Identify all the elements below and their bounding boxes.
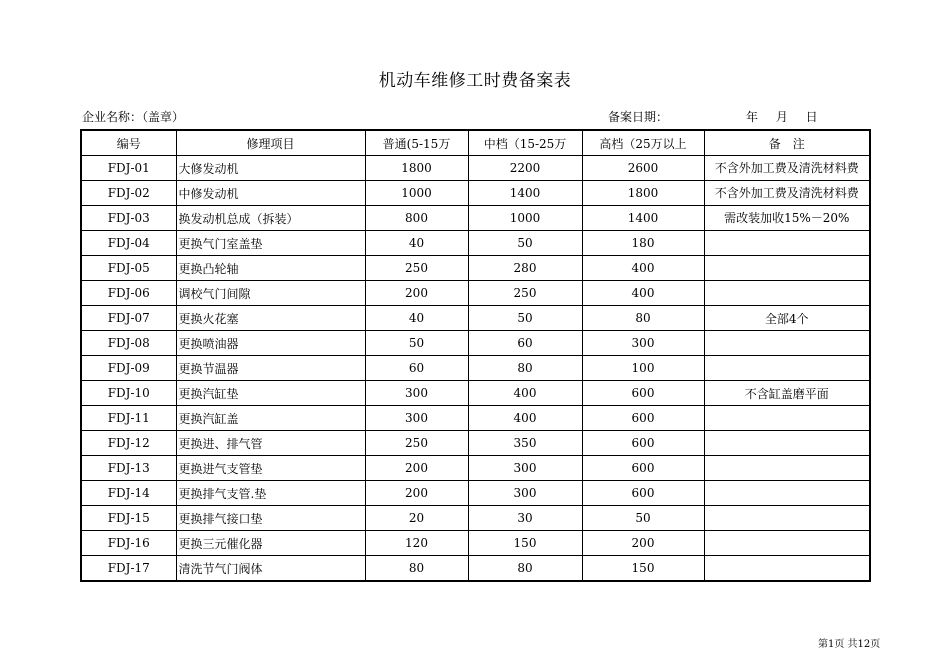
cell-code: FDJ-08 [81, 331, 176, 356]
table-row [81, 406, 870, 431]
cell-note [704, 331, 870, 356]
cell-normal-price: 200 [365, 481, 468, 506]
cell-note [704, 431, 870, 456]
cell-normal-price: 250 [365, 431, 468, 456]
filing-date-label: 备案日期： [608, 110, 669, 124]
cell-item: 清洗节气门阀体 [176, 556, 365, 582]
cell-mid-price: 280 [468, 256, 582, 281]
cell-mid-price: 80 [468, 356, 582, 381]
cell-mid-price: 1400 [468, 181, 582, 206]
cell-normal-price: 250 [365, 256, 468, 281]
cell-note [704, 256, 870, 281]
cell-high-price: 400 [582, 281, 704, 306]
cell-mid-price: 150 [468, 531, 582, 556]
header-note: 备 注 [704, 130, 870, 156]
cell-high-price: 100 [582, 356, 704, 381]
cell-normal-price: 40 [365, 231, 468, 256]
cell-note [704, 531, 870, 556]
header-mid: 中档（15-25万 [468, 130, 582, 156]
table-row [81, 206, 870, 231]
company-name-label: 企业名称：（盖章） [82, 110, 185, 124]
cell-normal-price: 40 [365, 306, 468, 331]
cell-mid-price: 50 [468, 231, 582, 256]
cell-item: 更换排气接口垫 [176, 506, 365, 531]
cell-note: 需改装加收15%－20% [704, 206, 870, 231]
cell-code: FDJ-14 [81, 481, 176, 506]
cell-item: 更换喷油器 [176, 331, 365, 356]
cell-note [704, 481, 870, 506]
cell-item: 调校气门间隙 [176, 281, 365, 306]
cell-mid-price: 2200 [468, 156, 582, 181]
cell-high-price: 150 [582, 556, 704, 582]
table-row [81, 331, 870, 356]
cell-code: FDJ-04 [81, 231, 176, 256]
table-row [81, 231, 870, 256]
cell-normal-price: 200 [365, 281, 468, 306]
cell-high-price: 600 [582, 381, 704, 406]
cell-high-price: 200 [582, 531, 704, 556]
cell-high-price: 2600 [582, 156, 704, 181]
labor-fee-table [80, 129, 871, 582]
table-row [81, 281, 870, 306]
cell-normal-price: 300 [365, 406, 468, 431]
cell-mid-price: 400 [468, 381, 582, 406]
cell-normal-price: 80 [365, 556, 468, 582]
cell-item: 更换气门室盖垫 [176, 231, 365, 256]
cell-item: 大修发动机 [176, 156, 365, 181]
cell-mid-price: 400 [468, 406, 582, 431]
cell-note [704, 506, 870, 531]
table-row [81, 181, 870, 206]
table-row [81, 431, 870, 456]
cell-item: 更换进、排气管 [176, 431, 365, 456]
cell-item: 更换火花塞 [176, 306, 365, 331]
cell-code: FDJ-16 [81, 531, 176, 556]
cell-code: FDJ-06 [81, 281, 176, 306]
cell-code: FDJ-02 [81, 181, 176, 206]
header-code: 编号 [81, 130, 176, 156]
cell-mid-price: 50 [468, 306, 582, 331]
table-row [81, 356, 870, 381]
cell-code: FDJ-07 [81, 306, 176, 331]
cell-note: 全部4个 [704, 306, 870, 331]
cell-high-price: 600 [582, 456, 704, 481]
cell-code: FDJ-11 [81, 406, 176, 431]
cell-mid-price: 300 [468, 456, 582, 481]
cell-normal-price: 200 [365, 456, 468, 481]
table-row [81, 506, 870, 531]
cell-high-price: 600 [582, 431, 704, 456]
cell-note: 不含缸盖磨平面 [704, 381, 870, 406]
cell-code: FDJ-12 [81, 431, 176, 456]
header-high: 高档（25万以上 [582, 130, 704, 156]
cell-code: FDJ-05 [81, 256, 176, 281]
cell-mid-price: 30 [468, 506, 582, 531]
cell-mid-price: 300 [468, 481, 582, 506]
cell-normal-price: 1000 [365, 181, 468, 206]
cell-normal-price: 300 [365, 381, 468, 406]
cell-normal-price: 800 [365, 206, 468, 231]
cell-high-price: 300 [582, 331, 704, 356]
table-row [81, 531, 870, 556]
table-row [81, 381, 870, 406]
table-row [81, 456, 870, 481]
cell-mid-price: 350 [468, 431, 582, 456]
table-row [81, 156, 870, 181]
cell-note [704, 406, 870, 431]
cell-code: FDJ-15 [81, 506, 176, 531]
cell-note [704, 556, 870, 582]
table-row [81, 256, 870, 281]
cell-high-price: 400 [582, 256, 704, 281]
cell-note [704, 231, 870, 256]
cell-mid-price: 250 [468, 281, 582, 306]
cell-high-price: 600 [582, 481, 704, 506]
cell-high-price: 1800 [582, 181, 704, 206]
header-normal: 普通(5-15万 [365, 130, 468, 156]
cell-item: 更换排气支管.垫 [176, 481, 365, 506]
cell-high-price: 50 [582, 506, 704, 531]
cell-code: FDJ-03 [81, 206, 176, 231]
cell-normal-price: 60 [365, 356, 468, 381]
filing-date-fields: 年 月 日 [746, 110, 818, 124]
cell-normal-price: 50 [365, 331, 468, 356]
cell-high-price: 600 [582, 406, 704, 431]
cell-note [704, 456, 870, 481]
cell-note [704, 356, 870, 381]
cell-high-price: 180 [582, 231, 704, 256]
header-item: 修理项目 [176, 130, 365, 156]
table-header-row [81, 130, 870, 156]
table-row [81, 481, 870, 506]
cell-code: FDJ-09 [81, 356, 176, 381]
cell-item: 更换进气支管垫 [176, 456, 365, 481]
cell-code: FDJ-01 [81, 156, 176, 181]
cell-item: 更换汽缸盖 [176, 406, 365, 431]
table-row [81, 306, 870, 331]
table-row [81, 556, 870, 582]
cell-high-price: 1400 [582, 206, 704, 231]
cell-item: 中修发动机 [176, 181, 365, 206]
cell-item: 更换凸轮轴 [176, 256, 365, 281]
cell-code: FDJ-17 [81, 556, 176, 582]
page-number: 第1页 共12页 [818, 639, 881, 650]
cell-mid-price: 80 [468, 556, 582, 582]
cell-mid-price: 60 [468, 331, 582, 356]
cell-note: 不含外加工费及清洗材料费 [704, 156, 870, 181]
cell-high-price: 80 [582, 306, 704, 331]
cell-note: 不含外加工费及清洗材料费 [704, 181, 870, 206]
cell-note [704, 281, 870, 306]
cell-item: 更换三元催化器 [176, 531, 365, 556]
cell-code: FDJ-10 [81, 381, 176, 406]
cell-mid-price: 1000 [468, 206, 582, 231]
cell-normal-price: 20 [365, 506, 468, 531]
cell-item: 更换节温器 [176, 356, 365, 381]
cell-normal-price: 120 [365, 531, 468, 556]
cell-item: 换发动机总成（拆装） [176, 206, 365, 231]
cell-normal-price: 1800 [365, 156, 468, 181]
page-title: 机动车维修工时费备案表 [378, 71, 572, 91]
cell-item: 更换汽缸垫 [176, 381, 365, 406]
cell-code: FDJ-13 [81, 456, 176, 481]
